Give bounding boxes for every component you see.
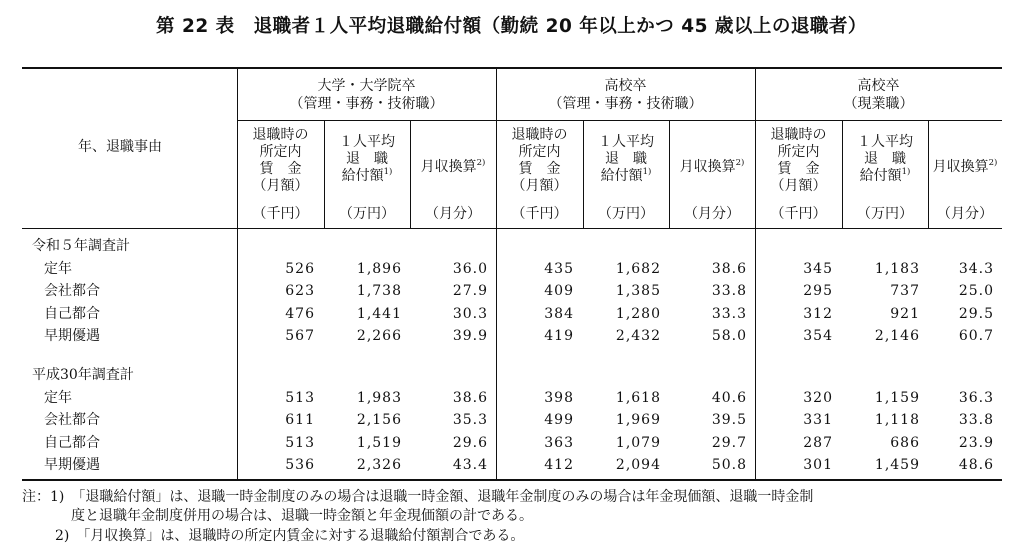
note-2: 2) 「月収換算」は、退職時の所定内賃金に対する退職給付額割合である。 (55, 528, 525, 544)
table-cell: 1,983 (356, 390, 402, 406)
unit-label: （万円） (339, 206, 395, 222)
table-cell: 33.8 (711, 283, 747, 300)
footnote-marker: 1) (901, 167, 911, 177)
wage-header-line: 所定内 (259, 144, 302, 160)
benefit-header-line: 退 職 (864, 151, 906, 167)
table-cell: 2,326 (356, 456, 402, 473)
wage-header-line: 賃 金 (777, 161, 820, 177)
table-cell: 33.3 (711, 305, 747, 322)
group-header-line1: 高校卒 (604, 78, 647, 94)
table-cell: 35.3 (452, 412, 488, 429)
benefit-header-line: 給付額$^{1)}$ (341, 167, 393, 184)
table-cell: 2,266 (356, 327, 402, 344)
wage-header (755, 127, 842, 195)
table-cell: 1,280 (615, 305, 661, 322)
wage-header-line: （月額） (511, 178, 568, 194)
row-label: 会社都合 (44, 412, 100, 429)
ratio-header: 月収換算$^{2)}$ (420, 158, 486, 175)
table-cell: 39.9 (452, 327, 488, 344)
wage-header-line: 所定内 (777, 144, 820, 160)
table-cell: 34.3 (958, 261, 994, 277)
header-bottom-rule (22, 228, 1002, 229)
footnote-marker: 1) (383, 167, 393, 177)
table-cell: 331 (803, 412, 833, 429)
row-label: 早期優遇 (44, 456, 100, 473)
table-cell: 2,094 (615, 456, 661, 473)
wage-header-line: 所定内 (518, 144, 561, 160)
table-cell: 30.3 (452, 305, 488, 322)
unit-label: （月分） (937, 206, 993, 222)
table-cell: 27.9 (452, 283, 488, 300)
table-cell: 435 (544, 261, 574, 277)
unit-label: （千円） (511, 206, 568, 222)
wage-header-line: （月額） (770, 178, 827, 194)
group-header-rule (755, 120, 1002, 121)
note-1-cont: 度と退職年金制度併用の場合は、退職一時金額と年金現価額の計である。 (71, 508, 533, 524)
table-title: 第 22 表 退職者１人平均退職給付額（勤続 20 年以上かつ 45 歳以上の退職者） (156, 16, 867, 37)
table-cell: 320 (803, 390, 833, 406)
table-cell: 409 (544, 283, 574, 300)
table-cell: 2,432 (615, 327, 661, 344)
table-cell: 526 (285, 261, 315, 277)
table-cell: 567 (285, 327, 315, 344)
section-label: 平成30年調査計 (32, 367, 134, 383)
group-header-line2: （管理・事務・技術職） (289, 96, 444, 112)
unit-label: （千円） (252, 206, 309, 222)
table-cell: 312 (803, 305, 833, 322)
table-cell: 921 (890, 305, 920, 322)
row-label: 定年 (44, 390, 72, 406)
table-cell: 39.5 (711, 412, 747, 429)
table-cell: 1,519 (356, 434, 402, 451)
benefit-header-line: 退 職 (346, 151, 388, 167)
table-cell: 48.6 (958, 456, 994, 473)
footnote-marker: 2) (476, 158, 486, 168)
benefit-header-line: 退 職 (605, 151, 647, 167)
table-cell: 1,459 (874, 456, 920, 473)
table-cell: 29.7 (711, 434, 747, 451)
table-cell: 33.8 (958, 412, 994, 429)
footnote-marker: 2) (988, 158, 998, 168)
table-top-rule (22, 67, 1002, 69)
table-cell: 1,385 (615, 283, 661, 300)
row-header-label: 年、退職事由 (78, 139, 162, 155)
table-cell: 38.6 (452, 390, 488, 406)
table-cell: 2,156 (356, 412, 402, 429)
table-cell: 29.5 (958, 305, 994, 322)
footnote-marker: 2) (735, 158, 745, 168)
wage-header (496, 127, 583, 195)
group-header-line2: （現業職） (843, 96, 914, 112)
group-header-rule (237, 120, 496, 121)
wage-header-line: （月額） (252, 178, 309, 194)
table-cell: 345 (803, 261, 833, 277)
ratio-header: 月収換算$^{2)}$ (679, 158, 745, 175)
table-cell: 1,441 (356, 305, 402, 322)
unit-label: （万円） (857, 206, 913, 222)
note-1: 注：1) 「退職給付額」は、退職一時金制度のみの場合は退職一時金額、退職年金制度のみの場合は年金現価額、退職一時金制 (22, 489, 814, 505)
benefit-header (842, 134, 928, 185)
table-cell: 476 (285, 305, 315, 322)
wage-header-line: 賃 金 (259, 161, 302, 177)
unit-label: （月分） (684, 206, 740, 222)
unit-label: （月分） (425, 206, 481, 222)
table-cell: 737 (890, 283, 920, 300)
ratio-header: 月収換算$^{2)}$ (932, 158, 998, 175)
table-cell: 499 (544, 412, 574, 429)
table-cell: 1,682 (615, 261, 661, 277)
benefit-header (324, 134, 410, 185)
table-cell: 1,118 (874, 412, 920, 429)
table-cell: 536 (285, 456, 315, 473)
group-header-line1: 高校卒 (857, 78, 900, 94)
row-label: 早期優遇 (44, 327, 100, 344)
table-cell: 29.6 (452, 434, 488, 451)
table-cell: 611 (285, 412, 315, 429)
table-cell: 412 (544, 456, 574, 473)
table-cell: 1,969 (615, 412, 661, 429)
wage-header-line: 賃 金 (518, 161, 561, 177)
unit-label: （万円） (598, 206, 654, 222)
row-label: 自己都合 (44, 305, 100, 322)
table-cell: 1,079 (615, 434, 661, 451)
table-cell: 60.7 (958, 327, 994, 344)
table-cell: 50.8 (711, 456, 747, 473)
benefit-header-line: １人平均 (598, 134, 654, 150)
row-label: 定年 (44, 261, 72, 277)
row-label: 会社都合 (44, 283, 100, 300)
table-cell: 40.6 (711, 390, 747, 406)
table-cell: 36.0 (452, 261, 488, 277)
table-cell: 354 (803, 327, 833, 344)
wage-header-line: 退職時の (511, 127, 568, 143)
wage-header-line: 退職時の (770, 127, 827, 143)
group-header-line1: 大学・大学院卒 (317, 78, 416, 94)
unit-label: （千円） (770, 206, 827, 222)
table-cell: 1,618 (615, 390, 661, 406)
table-cell: 2,146 (874, 327, 920, 344)
table-cell: 295 (803, 283, 833, 300)
table-cell: 686 (890, 434, 920, 451)
table-cell: 287 (803, 434, 833, 451)
table-cell: 23.9 (958, 434, 994, 451)
table-cell: 513 (285, 434, 315, 451)
benefit-header-line: １人平均 (339, 134, 395, 150)
wage-header-line: 退職時の (252, 127, 309, 143)
table-cell: 398 (544, 390, 574, 406)
table-bottom-rule (22, 479, 1002, 481)
benefit-header-line: 給付額$^{1)}$ (600, 167, 652, 184)
wage-header (237, 127, 324, 195)
benefit-header-line: 給付額$^{1)}$ (859, 167, 911, 184)
group-header-line2: （管理・事務・技術職） (548, 96, 703, 112)
table-cell: 419 (544, 327, 574, 344)
section-label: 令和５年調査計 (32, 238, 130, 254)
table-cell: 58.0 (711, 327, 747, 344)
table-cell: 43.4 (452, 456, 488, 473)
table-cell: 363 (544, 434, 574, 451)
table-cell: 38.6 (711, 261, 747, 277)
benefit-header (583, 134, 669, 185)
table-cell: 1,183 (874, 261, 920, 277)
table-cell: 513 (285, 390, 315, 406)
table-cell: 1,159 (874, 390, 920, 406)
table-cell: 25.0 (958, 283, 994, 300)
table-cell: 301 (803, 456, 833, 473)
table-cell: 36.3 (958, 390, 994, 406)
table-cell: 1,896 (356, 261, 402, 277)
group-header-rule (496, 120, 755, 121)
row-label: 自己都合 (44, 434, 100, 451)
footnote-marker: 1) (642, 167, 652, 177)
table-cell: 384 (544, 305, 574, 322)
benefit-header-line: １人平均 (857, 134, 913, 150)
table-cell: 623 (285, 283, 315, 300)
table-cell: 1,738 (356, 283, 402, 300)
